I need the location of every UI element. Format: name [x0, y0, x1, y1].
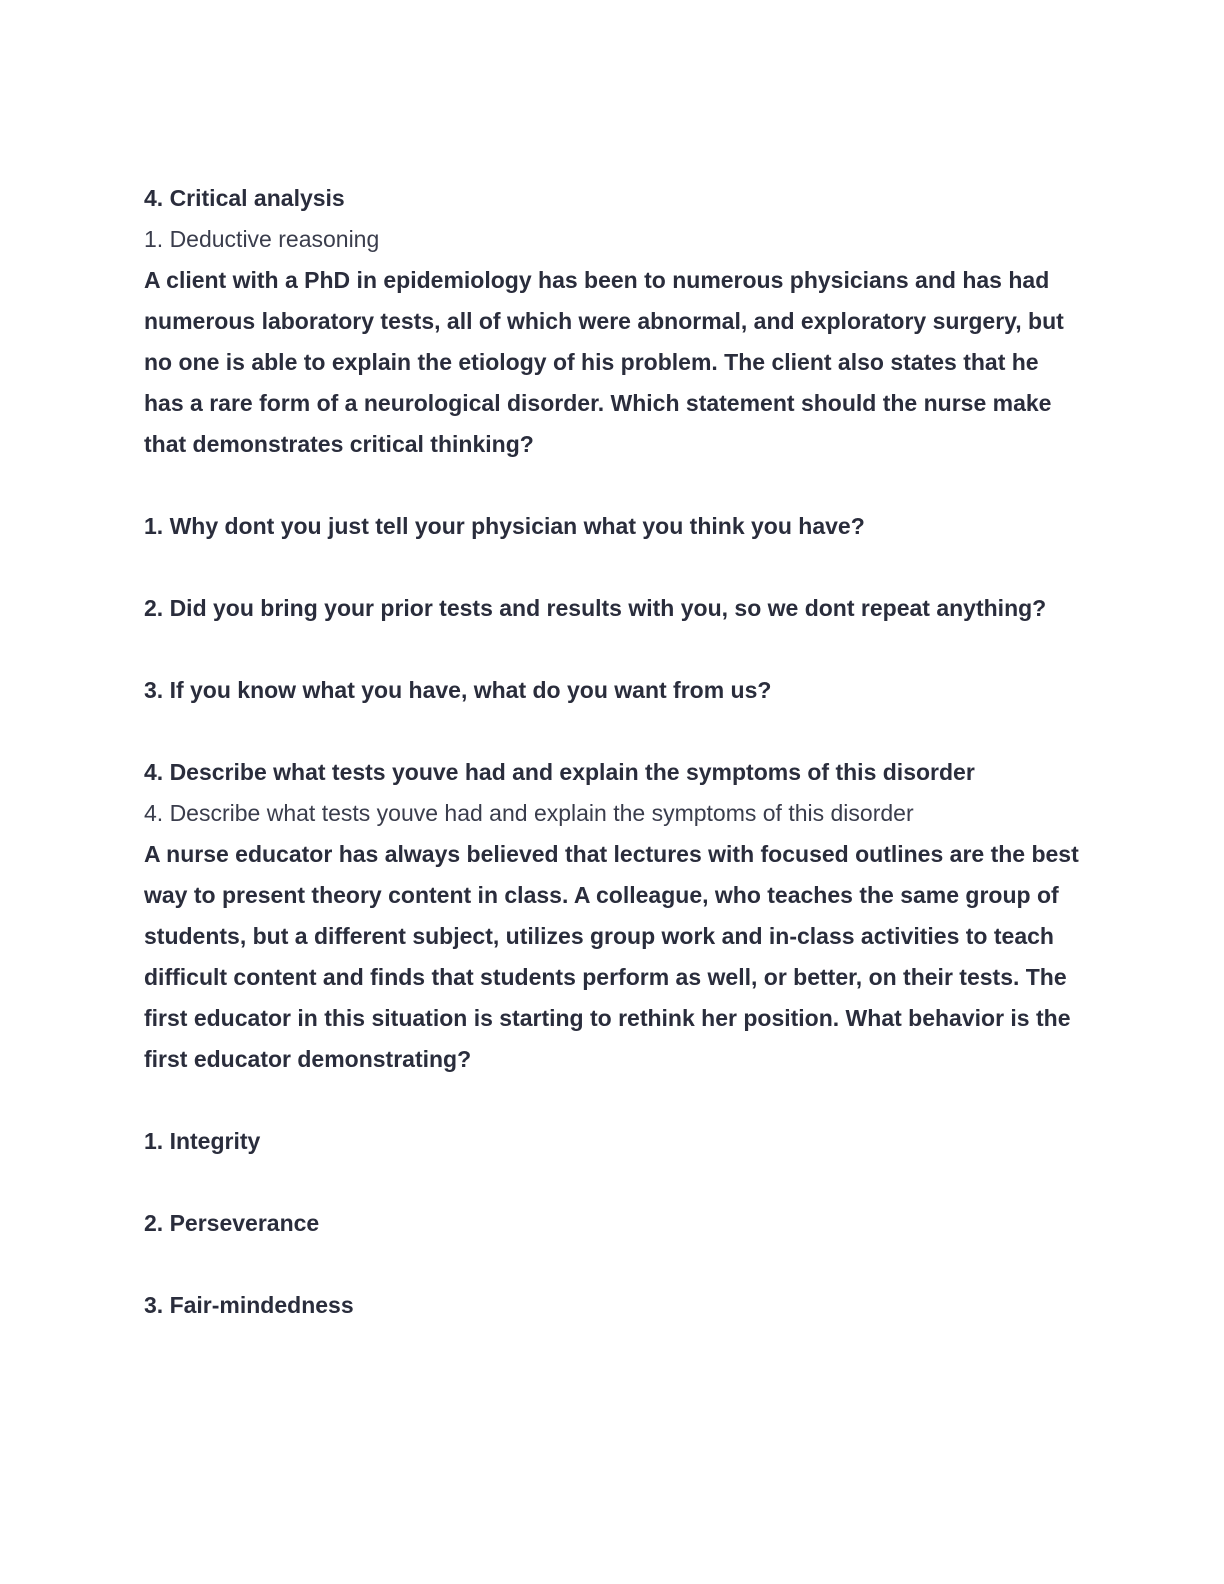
spacer [144, 547, 1084, 588]
spacer [144, 1162, 1084, 1203]
spacer [144, 711, 1084, 752]
question-2-option-2: 2. Perseverance [144, 1210, 320, 1236]
document-page [144, 178, 1084, 1326]
question-1-option-1: 1. Why dont you just tell your physician what you think you have? [144, 513, 865, 539]
question-1-option-3: 3. If you know what you have, what do you want from us? [144, 677, 772, 703]
question-1-stem: A client with a PhD in epidemiology has been to numerous physicians and has had numerous laboratory tests, all of which were abnormal, and exploratory surgery, but no one is able to explain the etiology of his problem. The client also states that he has a rare form of a neurological disorder. Which statement should the nurse make that demonstrates critical thinking? [144, 267, 1064, 457]
question-2-option-3: 3. Fair-mindedness [144, 1292, 354, 1318]
spacer [144, 1244, 1084, 1285]
question-1-option-2: 2. Did you bring your prior tests and results with you, so we dont repeat anything? [144, 595, 1047, 621]
question-2-option-1: 1. Integrity [144, 1128, 261, 1154]
question-1-option-4: 4. Describe what tests youve had and explain the symptoms of this disorder [144, 759, 975, 785]
question-2-stem: A nurse educator has always believed that lectures with focused outlines are the best way to present theory content in class. A colleague, who teaches the same group of students, but a different subject, utilizes group work and in-class activities to teach difficult content and finds that students perform as well, or better, on their tests. The first educator in this situation is starting to rethink her position. What behavior is the first educator demonstrating? [144, 841, 1079, 1072]
section-heading: 4. Critical analysis [144, 185, 345, 211]
question-1-answer: 4. Describe what tests youve had and explain the symptoms of this disorder [144, 800, 914, 826]
spacer [144, 629, 1084, 670]
spacer [144, 1080, 1084, 1121]
spacer [144, 465, 1084, 506]
question-category: 1. Deductive reasoning [144, 226, 380, 252]
